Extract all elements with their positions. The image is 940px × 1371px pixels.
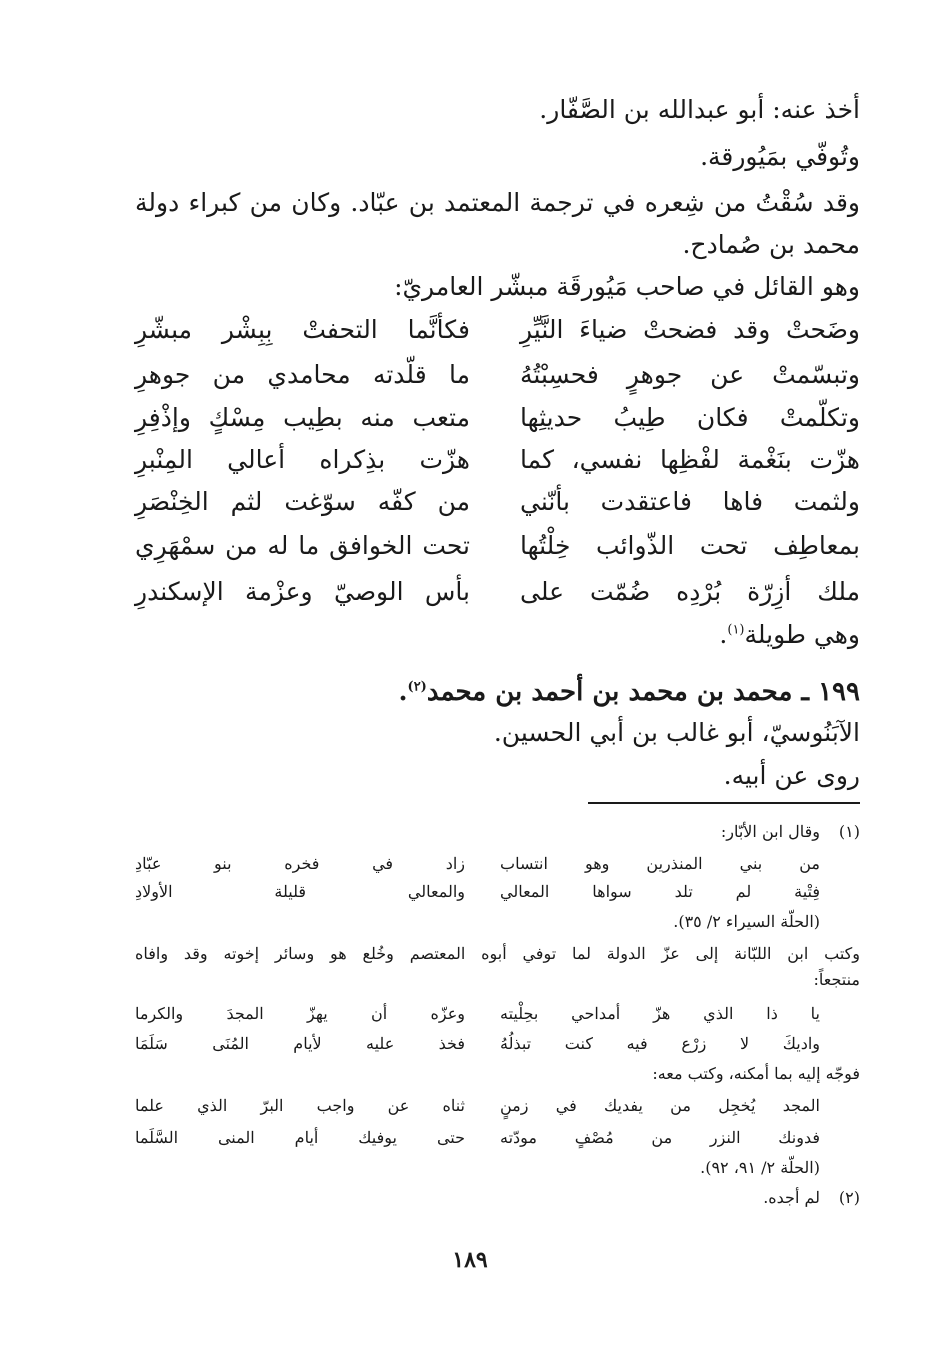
footnote-verse-left: زاد في فخره بنو عبّادِ (135, 854, 465, 873)
prose-line: محمد بن صُمادح. (682, 230, 860, 259)
footnote-verse-right: واديكَ لا زرْع فيه كنت تبذلُهُ (500, 1034, 820, 1053)
poem-hemistich-left: هزّت بذِكراه أعالي المِنْبرِ (135, 445, 470, 474)
footnote-text: فوجّه إليه بما أمكنه، وكتب معه: (652, 1064, 860, 1083)
entry-line: روى عن أبيه. (723, 761, 860, 790)
footnote-verse-left: والمعالي قليلة الأولادِ (135, 882, 465, 901)
poem-hemistich-right: ولثمت فاها فاعتقدت بأنّني (520, 487, 860, 516)
poem-hemistich-left: بأس الوصيّ وعزْمة الإسكندرِ (135, 577, 470, 606)
footnote-text: وكتب ابن اللبّانة إلى عزّ الدولة لما توفي أبوه المعتصم وخُلع هو وسائر إخوته وقد وافاه (135, 944, 860, 963)
footnote-reference: (الحلّة السيراء ٢/ ٣٥). (673, 912, 820, 931)
poem-hemistich-right: بمعاطِف تحت الذّوائب خِلْتُها (520, 531, 860, 560)
footnote-verse-right: فِتْية لم تلد سواها المعالي (500, 882, 820, 901)
prose-line: أخذ عنه: أبو عبدالله بن الصَّفّار. (539, 95, 860, 124)
page-number: ١٨٩ (452, 1247, 488, 1273)
poem-hemistich-right: وتبسّمتْ عن جوهرٍ فحسِبْتُهُ (520, 360, 860, 389)
closing-text: وهي طويلة (744, 620, 860, 649)
footnote-reference: (الحلّة ٢/ ٩١، ٩٢). (700, 1158, 820, 1177)
poem-hemistich-left: متعب منه بطِيب مِسْكٍ وإذْفِرِ (135, 403, 470, 432)
footnote-text: وقال ابن الأبّار: (720, 822, 820, 841)
footnote-verse-left: فخذ عليه لأيام المُنَى سَلَمَا (135, 1034, 465, 1053)
closing-line: وهي طويلة$^{(١)}$. (719, 620, 860, 649)
poem-hemistich-right: ملك أزِرّة بُرْدِه ضُمّت على (520, 577, 860, 606)
footnote-marker: (٢) (407, 679, 427, 695)
footnote-verse-right: المجد يُخجِل من يفديك في زمنٍ (500, 1096, 820, 1115)
footnote-number: (١) (838, 822, 860, 841)
prose-line: وهو القائل في صاحب مَيُورقَة مبشّر العامريّ: (394, 272, 860, 301)
footnote-verse-left: ثناه عن واجب البرّ الذي علما (135, 1096, 465, 1115)
entry-title-end: . (398, 677, 408, 707)
footnote-verse-right: يا ذا الذي هزّ أمداحي بحِلْيته (500, 1004, 820, 1023)
footnote-verse-right: فدونك النزر من مُصْفٍ مودّته (500, 1128, 820, 1147)
poem-hemistich-right: هزّت بنَغْمة لفْظِها نفسي، كما (520, 445, 860, 474)
footnote-text: منتجعاً: (813, 970, 860, 989)
poem-hemistich-left: ما قلّدته محامدي من جوهرِ (135, 360, 470, 389)
entry-heading (398, 672, 860, 712)
poem-hemistich-right: وضَحتْ وقد فضحتْ ضياءَ النَّيِّرِ (520, 315, 860, 344)
poem-hemistich-left: فكأنَّما التحفتْ بِبِشْر مبشّرِ (135, 315, 470, 344)
footnote-separator (588, 802, 860, 804)
poem-hemistich-left: من كفّه سوّغت لثم الخِنْصَرِ (135, 487, 470, 516)
poem-hemistich-left: تحت الخوافق ما له من سمْهَرِي (135, 531, 470, 560)
footnote-number: (٢) (838, 1188, 860, 1207)
footnote-verse-left: وعزّه أن يهزّ المجدَ والكرما (135, 1004, 465, 1023)
prose-line: وتُوفّي بمَيُورقة. (700, 142, 860, 171)
footnote-marker: (١) (727, 622, 745, 638)
footnote-verse-left: حتى يوفيك أيام المنى السَّلَما (135, 1128, 465, 1147)
poem-hemistich-right: وتكلّمتْ فكان طِيبُ حديثِها (520, 403, 860, 432)
entry-title: ١٩٩ ـ محمد بن محمد بن أحمد بن محمد (426, 677, 860, 707)
footnote-verse-right: من بني المنذرين وهو انتساب (500, 854, 820, 873)
footnote-text: لم أجده. (763, 1188, 820, 1207)
prose-line: وقد سُقْتُ من شِعره في ترجمة المعتمد بن عبّاد. وكان من كبراء دولة (135, 188, 860, 217)
entry-line: الآبَنُوسيّ، أبو غالب بن أبي الحسين. (493, 718, 860, 747)
